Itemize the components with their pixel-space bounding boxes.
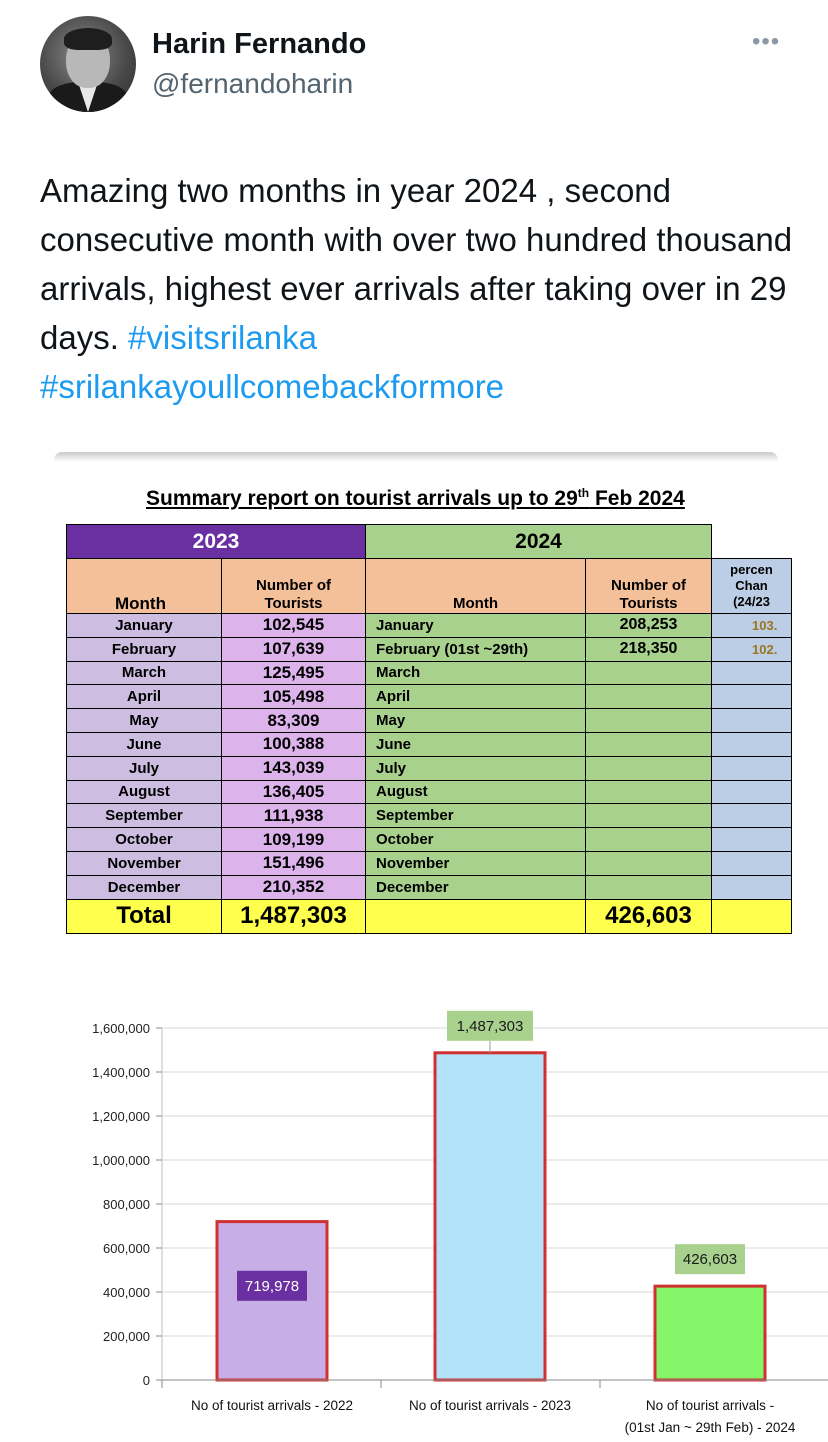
author-display-name[interactable]: Harin Fernando [152, 28, 367, 60]
month-2023-cell: December [67, 875, 222, 899]
month-2024-cell: March [366, 661, 586, 685]
table-row [67, 828, 792, 852]
tourists-2024-cell [586, 780, 712, 804]
tourists-2023-cell: 109,199 [222, 828, 366, 852]
tourists-2024-cell [586, 828, 712, 852]
total-2023-value: 1,487,303 [222, 899, 366, 933]
table-row [67, 637, 792, 661]
table-total-row [67, 899, 792, 933]
percent-change-cell [712, 685, 792, 709]
arrivals-bar-chart [40, 1000, 828, 1442]
percent-change-cell [712, 851, 792, 875]
percent-change-cell [712, 780, 792, 804]
more-dots-icon[interactable]: ••• [752, 28, 781, 55]
y-tick-label: 800,000 [103, 1197, 150, 1212]
report-title [146, 486, 685, 511]
month-2024-cell: October [366, 828, 586, 852]
month-2024-cell: September [366, 804, 586, 828]
tourists-2023-cell: 151,496 [222, 851, 366, 875]
y-tick-label: 400,000 [103, 1285, 150, 1300]
table-row [67, 875, 792, 899]
column-header-percent-change [712, 559, 792, 614]
bar [217, 1222, 327, 1380]
y-tick-label: 1,600,000 [92, 1021, 150, 1036]
column-header-tourists-2024 [586, 559, 712, 614]
month-2023-cell: April [67, 685, 222, 709]
table-row [67, 756, 792, 780]
tourists-2023-cell: 210,352 [222, 875, 366, 899]
month-2023-cell: October [67, 828, 222, 852]
tourists-2023-cell: 107,639 [222, 637, 366, 661]
month-2023-cell: June [67, 732, 222, 756]
tourists-2023-cell: 105,498 [222, 685, 366, 709]
month-2023-cell: July [67, 756, 222, 780]
x-category-label: (01st Jan ~ 29th Feb) - 2024 [624, 1420, 796, 1435]
x-category-label: No of tourist arrivals - 2022 [190, 1398, 354, 1413]
y-tick-label: 1,200,000 [92, 1109, 150, 1124]
bar [655, 1286, 765, 1380]
percent-change-cell [712, 732, 792, 756]
column-header-tourists-2023 [222, 559, 366, 614]
column-header-text: Number of [611, 577, 686, 594]
year-2024-header: 2024 [366, 525, 712, 559]
month-2024-cell: November [366, 851, 586, 875]
column-header-text: Tourists [264, 595, 323, 612]
tourists-2023-cell: 143,039 [222, 756, 366, 780]
month-2023-cell: March [67, 661, 222, 685]
table-row [67, 661, 792, 685]
column-header-text: Tourists [619, 595, 678, 612]
header-blank-cell [712, 525, 792, 559]
tourists-2023-cell: 83,309 [222, 709, 366, 733]
month-2024-cell: January [366, 614, 586, 638]
y-tick-label: 200,000 [103, 1329, 150, 1344]
total-label: Total [67, 899, 222, 933]
bar [435, 1053, 545, 1380]
tourists-2024-cell [586, 804, 712, 828]
percent-change-cell [712, 709, 792, 733]
month-2023-cell: February [67, 637, 222, 661]
month-2024-cell: May [366, 709, 586, 733]
month-2024-cell: August [366, 780, 586, 804]
table-row [67, 804, 792, 828]
tourists-2023-cell: 125,495 [222, 661, 366, 685]
column-header-text: (24/23 [733, 594, 770, 609]
tweet-media-image[interactable] [40, 452, 828, 1442]
tourists-2023-cell: 111,938 [222, 804, 366, 828]
month-2023-cell: January [67, 614, 222, 638]
tourists-2024-cell: 208,253 [586, 614, 712, 638]
column-header-text: Chan [735, 578, 768, 593]
tourists-2024-cell [586, 661, 712, 685]
x-category-label: No of tourist arrivals - 2023 [408, 1398, 572, 1413]
avatar-hair [64, 28, 112, 50]
report-title-sup: th [577, 486, 590, 500]
data-label: 719,978 [244, 1277, 300, 1295]
month-2023-cell: May [67, 709, 222, 733]
percent-change-cell [712, 756, 792, 780]
author-handle[interactable]: @fernandoharin [152, 68, 354, 99]
y-tick-label: 1,000,000 [92, 1153, 150, 1168]
data-label: 426,603 [682, 1251, 738, 1269]
tourists-2024-cell [586, 851, 712, 875]
tourists-2023-cell: 136,405 [222, 780, 366, 804]
total-blank-cell [366, 899, 586, 933]
media-top-edge [54, 452, 778, 462]
tweet-body: Amazing two months in year 2024 , second consecutive month with over two hundred thousand arrivals, highest ever arrivals after taking over in 29 days. [40, 172, 793, 356]
tourists-2023-cell: 102,545 [222, 614, 366, 638]
table-row [67, 709, 792, 733]
percent-change-cell [712, 828, 792, 852]
author-avatar[interactable] [40, 16, 136, 112]
month-2024-cell: December [366, 875, 586, 899]
year-2023-header: 2023 [67, 525, 366, 559]
month-2023-cell: September [67, 804, 222, 828]
percent-change-cell [712, 661, 792, 685]
table-row [67, 614, 792, 638]
percent-change-cell: 103. [712, 614, 792, 638]
hashtag-link[interactable]: #srilankayoullcomebackformore [40, 368, 505, 405]
month-2024-cell: April [366, 685, 586, 709]
table-row [67, 780, 792, 804]
tourists-2024-cell [586, 732, 712, 756]
report-title-suffix: Feb 2024 [589, 487, 685, 510]
percent-change-cell: 102. [712, 637, 792, 661]
month-2023-cell: August [67, 780, 222, 804]
column-header-month-2024: Month [366, 559, 586, 614]
hashtag-link[interactable]: #visitsrilanka [128, 319, 317, 356]
column-header-text: Number of [256, 577, 331, 594]
report-title-text: Summary report on tourist arrivals up to 29 [146, 487, 578, 510]
tourists-2024-cell [586, 709, 712, 733]
tourists-2024-cell: 218,350 [586, 637, 712, 661]
tourists-2024-cell [586, 756, 712, 780]
tourists-2024-cell [586, 685, 712, 709]
percent-change-cell [712, 804, 792, 828]
tourists-2023-cell: 100,388 [222, 732, 366, 756]
month-2023-cell: November [67, 851, 222, 875]
month-2024-cell: June [366, 732, 586, 756]
percent-change-cell [712, 875, 792, 899]
arrivals-table [66, 524, 792, 934]
table-year-header-row [67, 525, 792, 559]
tourists-2024-cell [586, 875, 712, 899]
table-row [67, 851, 792, 875]
table-row [67, 732, 792, 756]
total-pct-cell [712, 899, 792, 933]
column-header-text: percen [730, 562, 773, 577]
y-tick-label: 0 [142, 1373, 150, 1388]
x-category-label: No of tourist arrivals - [645, 1398, 775, 1413]
data-label: 1,487,303 [456, 1017, 524, 1035]
table-column-header-row [67, 559, 792, 614]
tweet-text [40, 166, 800, 411]
total-2024-value: 426,603 [586, 899, 712, 933]
column-header-month-2023: Month [67, 559, 222, 614]
y-tick-label: 600,000 [103, 1241, 150, 1256]
table-row [67, 685, 792, 709]
month-2024-cell: July [366, 756, 586, 780]
month-2024-cell: February (01st ~29th) [366, 637, 586, 661]
y-tick-label: 1,400,000 [92, 1065, 150, 1080]
